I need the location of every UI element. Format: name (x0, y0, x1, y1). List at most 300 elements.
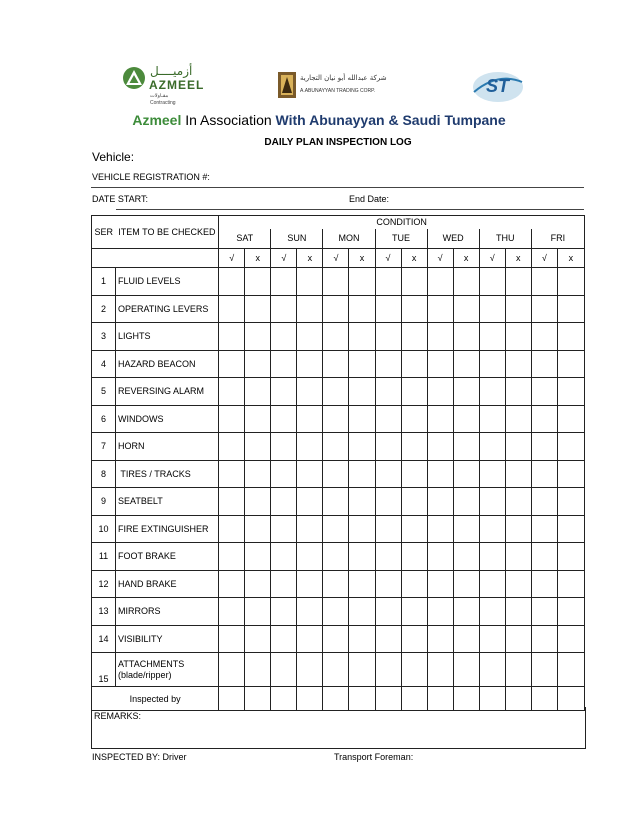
row-ser: 12 (92, 570, 116, 598)
item-header-spacer (116, 249, 219, 268)
check-cell[interactable] (479, 268, 505, 296)
azmeel-contracting-arabic: مقـاولات (150, 93, 169, 99)
check-cell[interactable] (375, 268, 401, 296)
check-cell[interactable] (219, 405, 245, 433)
table-row (92, 295, 585, 323)
remarks-label: REMARKS: (94, 711, 142, 721)
row-ser: 4 (92, 350, 116, 378)
check-cell[interactable] (271, 405, 297, 433)
check-cell[interactable] (531, 625, 557, 653)
check-cell[interactable] (219, 543, 245, 571)
check-cell[interactable] (297, 515, 323, 543)
transport-foreman-label: Transport Foreman: (334, 752, 414, 762)
check-cell[interactable] (453, 570, 479, 598)
day-header-tue: TUE (375, 229, 427, 249)
check-cell[interactable] (323, 350, 349, 378)
check-cell[interactable] (557, 653, 584, 687)
check-cell[interactable] (219, 515, 245, 543)
check-cell[interactable] (323, 295, 349, 323)
check-cell[interactable] (219, 488, 245, 516)
check-cell[interactable] (531, 433, 557, 461)
check-cell[interactable] (323, 460, 349, 488)
check-cell[interactable] (349, 488, 375, 516)
cross-mark-fri: x (557, 249, 584, 268)
check-cell[interactable] (245, 268, 271, 296)
date-start-label: DATE START: (92, 194, 149, 204)
check-cell[interactable] (219, 460, 245, 488)
check-cell[interactable] (531, 570, 557, 598)
check-cell[interactable] (505, 433, 531, 461)
check-cell[interactable] (401, 405, 427, 433)
check-cell[interactable] (297, 598, 323, 626)
check-cell[interactable] (219, 378, 245, 406)
check-cell[interactable] (479, 295, 505, 323)
row-item: FIRE EXTINGUISHER (116, 515, 219, 543)
check-cell[interactable] (479, 350, 505, 378)
check-cell[interactable] (531, 295, 557, 323)
check-cell[interactable] (219, 268, 245, 296)
row-item: FOOT BRAKE (116, 543, 219, 571)
check-cell[interactable] (479, 323, 505, 351)
day-header-sat: SAT (219, 229, 271, 249)
check-cell[interactable] (531, 515, 557, 543)
check-cell[interactable] (453, 598, 479, 626)
check-cell[interactable] (323, 323, 349, 351)
check-cell[interactable] (453, 350, 479, 378)
check-cell[interactable] (323, 268, 349, 296)
check-cell[interactable] (271, 460, 297, 488)
day-header-wed: WED (427, 229, 479, 249)
check-cell[interactable] (531, 488, 557, 516)
row-item: OPERATING LEVERS (116, 295, 219, 323)
check-cell[interactable] (505, 350, 531, 378)
check-cell[interactable] (349, 433, 375, 461)
check-cell[interactable] (505, 405, 531, 433)
check-cell[interactable] (349, 570, 375, 598)
check-cell[interactable] (271, 598, 297, 626)
check-cell[interactable] (479, 405, 505, 433)
check-cell[interactable] (453, 433, 479, 461)
check-cell[interactable] (453, 460, 479, 488)
check-cell[interactable] (531, 653, 557, 687)
check-cell[interactable] (271, 323, 297, 351)
check-cell[interactable] (219, 323, 245, 351)
check-cell[interactable] (323, 653, 349, 687)
item-header: ITEM TO BE CHECKED (116, 216, 219, 249)
check-mark-sat: √ (219, 249, 245, 268)
check-cell[interactable] (531, 460, 557, 488)
check-cell[interactable] (323, 433, 349, 461)
check-cell[interactable] (453, 625, 479, 653)
check-cell[interactable] (297, 405, 323, 433)
cross-mark-sat: x (245, 249, 271, 268)
check-cell[interactable] (427, 268, 453, 296)
check-cell[interactable] (349, 460, 375, 488)
abunayyan-arabic-name: شركة عبدالله أبو نيان التجارية (300, 74, 387, 82)
table-row (92, 653, 585, 687)
check-cell[interactable] (453, 268, 479, 296)
check-cell[interactable] (557, 488, 584, 516)
check-cell[interactable] (479, 460, 505, 488)
check-cell[interactable] (427, 350, 453, 378)
check-cell[interactable] (557, 543, 584, 571)
row-ser: 8 (92, 460, 116, 488)
row-ser: 7 (92, 433, 116, 461)
row-ser: 10 (92, 515, 116, 543)
check-cell[interactable] (349, 598, 375, 626)
check-mark-fri: √ (531, 249, 557, 268)
check-cell[interactable] (375, 405, 401, 433)
check-cell[interactable] (401, 653, 427, 687)
check-cell[interactable] (349, 515, 375, 543)
check-mark-tue: √ (375, 249, 401, 268)
azmeel-contracting: Contracting (150, 100, 176, 106)
check-cell[interactable] (479, 433, 505, 461)
check-cell[interactable] (297, 433, 323, 461)
table-row (92, 543, 585, 571)
check-cell[interactable] (427, 323, 453, 351)
vehicle-registration-label: VEHICLE REGISTRATION #: (92, 172, 210, 182)
check-cell[interactable] (297, 268, 323, 296)
table-row (92, 433, 585, 461)
check-cell[interactable] (375, 653, 401, 687)
heading-association: In Association (181, 112, 276, 128)
check-cell[interactable] (245, 323, 271, 351)
check-cell[interactable] (427, 378, 453, 406)
check-cell[interactable] (375, 625, 401, 653)
check-cell[interactable] (453, 405, 479, 433)
check-cell[interactable] (427, 570, 453, 598)
check-cell[interactable] (479, 570, 505, 598)
check-cell[interactable] (479, 625, 505, 653)
check-cell[interactable] (245, 515, 271, 543)
check-cell[interactable] (401, 570, 427, 598)
cross-mark-thu: x (505, 249, 531, 268)
check-cell[interactable] (427, 488, 453, 516)
saudi-tumpane-logo (472, 70, 524, 104)
table-row (92, 268, 585, 296)
check-cell[interactable] (505, 460, 531, 488)
day-header-fri: FRI (531, 229, 584, 249)
check-cell[interactable] (427, 405, 453, 433)
check-cell[interactable] (323, 405, 349, 433)
check-cell[interactable] (271, 653, 297, 687)
check-cell[interactable] (297, 460, 323, 488)
row-ser: 11 (92, 543, 116, 571)
check-cell[interactable] (505, 515, 531, 543)
check-cell[interactable] (505, 570, 531, 598)
row-ser: 9 (92, 488, 116, 516)
saudi-tumpane-mark: ST (486, 76, 510, 96)
row-item: LIGHTS (116, 323, 219, 351)
check-mark-wed: √ (427, 249, 453, 268)
check-cell[interactable] (531, 405, 557, 433)
check-cell[interactable] (271, 570, 297, 598)
check-cell[interactable] (557, 625, 584, 653)
heading-partners: With Abunayyan & Saudi Tumpane (275, 112, 506, 128)
check-cell[interactable] (297, 488, 323, 516)
check-cell[interactable] (245, 653, 271, 687)
check-cell[interactable] (349, 653, 375, 687)
check-cell[interactable] (557, 268, 584, 296)
registration-rule (91, 187, 584, 188)
check-cell[interactable] (401, 598, 427, 626)
check-cell[interactable] (531, 598, 557, 626)
check-cell[interactable] (557, 598, 584, 626)
check-cell[interactable] (245, 378, 271, 406)
check-cell[interactable] (479, 598, 505, 626)
check-cell[interactable] (453, 378, 479, 406)
check-cell[interactable] (401, 378, 427, 406)
row-item: FLUID LEVELS (116, 268, 219, 296)
check-cell[interactable] (219, 350, 245, 378)
check-cell[interactable] (479, 515, 505, 543)
row-item: REVERSING ALARM (116, 378, 219, 406)
check-cell[interactable] (557, 323, 584, 351)
check-cell[interactable] (375, 295, 401, 323)
day-header-mon: MON (323, 229, 375, 249)
check-cell[interactable] (297, 543, 323, 571)
check-cell[interactable] (453, 295, 479, 323)
check-cell[interactable] (375, 350, 401, 378)
check-cell[interactable] (271, 488, 297, 516)
check-cell[interactable] (375, 433, 401, 461)
check-cell[interactable] (505, 378, 531, 406)
check-cell[interactable] (505, 625, 531, 653)
check-cell[interactable] (401, 433, 427, 461)
check-cell[interactable] (349, 323, 375, 351)
cross-mark-wed: x (453, 249, 479, 268)
document-title: DAILY PLAN INSPECTION LOG (264, 137, 412, 148)
check-cell[interactable] (427, 653, 453, 687)
table-row (92, 378, 585, 406)
check-cell[interactable] (219, 295, 245, 323)
check-cell[interactable] (479, 543, 505, 571)
check-cell[interactable] (297, 350, 323, 378)
check-cell[interactable] (271, 295, 297, 323)
day-header-sun: SUN (271, 229, 323, 249)
row-ser: 1 (92, 268, 116, 296)
end-date-label: End Date: (349, 194, 390, 204)
check-cell[interactable] (323, 570, 349, 598)
check-cell[interactable] (557, 350, 584, 378)
check-cell[interactable] (531, 350, 557, 378)
check-cell[interactable] (349, 268, 375, 296)
check-cell[interactable] (531, 543, 557, 571)
table-row (92, 625, 585, 653)
abunayyan-name: A.ABUNAYYAN TRADING CORP. (300, 88, 376, 94)
row-item: HORN (116, 433, 219, 461)
check-cell[interactable] (505, 598, 531, 626)
check-cell[interactable] (557, 460, 584, 488)
check-cell[interactable] (557, 433, 584, 461)
check-cell[interactable] (245, 625, 271, 653)
check-cell[interactable] (219, 570, 245, 598)
check-cell[interactable] (505, 543, 531, 571)
check-cell[interactable] (375, 543, 401, 571)
check-cell[interactable] (427, 460, 453, 488)
check-cell[interactable] (557, 295, 584, 323)
check-cell[interactable] (271, 543, 297, 571)
check-cell[interactable] (349, 405, 375, 433)
check-cell[interactable] (297, 653, 323, 687)
check-cell[interactable] (427, 295, 453, 323)
check-cell[interactable] (245, 570, 271, 598)
check-cell[interactable] (505, 488, 531, 516)
check-cell[interactable] (453, 653, 479, 687)
check-cell[interactable] (505, 653, 531, 687)
check-cell[interactable] (453, 515, 479, 543)
row-ser: 5 (92, 378, 116, 406)
check-cell[interactable] (531, 378, 557, 406)
check-cell[interactable] (375, 323, 401, 351)
check-cell[interactable] (323, 378, 349, 406)
check-cell[interactable] (245, 598, 271, 626)
check-cell[interactable] (323, 598, 349, 626)
check-cell[interactable] (401, 295, 427, 323)
row-item: MIRRORS (116, 598, 219, 626)
azmeel-name: AZMEEL (149, 78, 205, 92)
remarks-box[interactable] (91, 707, 586, 749)
row-item: TIRES / TRACKS (116, 460, 219, 488)
cross-mark-sun: x (297, 249, 323, 268)
date-rule (116, 209, 584, 210)
heading-azmeel: Azmeel (132, 112, 182, 128)
check-cell[interactable] (531, 268, 557, 296)
ser-header: SER (92, 216, 116, 249)
vehicle-label: Vehicle: (92, 150, 135, 164)
row-ser: 14 (92, 625, 116, 653)
table-row (92, 488, 585, 516)
check-cell[interactable] (271, 433, 297, 461)
check-cell[interactable] (245, 543, 271, 571)
check-cell[interactable] (531, 323, 557, 351)
check-cell[interactable] (453, 488, 479, 516)
abunayyan-logo (278, 72, 388, 102)
check-cell[interactable] (297, 378, 323, 406)
check-cell[interactable] (427, 543, 453, 571)
check-cell[interactable] (401, 488, 427, 516)
inspection-table (91, 215, 585, 711)
check-cell[interactable] (271, 625, 297, 653)
table-row (92, 598, 585, 626)
row-item: VISIBILITY (116, 625, 219, 653)
check-cell[interactable] (349, 625, 375, 653)
check-cell[interactable] (219, 653, 245, 687)
check-cell[interactable] (245, 433, 271, 461)
check-cell[interactable] (349, 350, 375, 378)
table-row (92, 350, 585, 378)
check-cell[interactable] (297, 295, 323, 323)
azmeel-arabic-name: أزميــــل (150, 64, 193, 78)
row-ser: 6 (92, 405, 116, 433)
check-cell[interactable] (245, 488, 271, 516)
row-item: HAND BRAKE (116, 570, 219, 598)
check-cell[interactable] (349, 295, 375, 323)
check-cell[interactable] (479, 488, 505, 516)
check-cell[interactable] (375, 488, 401, 516)
inspected-by-driver-label: INSPECTED BY: Driver (92, 752, 187, 762)
table-row (92, 515, 585, 543)
table-row (92, 570, 585, 598)
check-cell[interactable] (375, 570, 401, 598)
check-cell[interactable] (401, 625, 427, 653)
row-item: SEATBELT (116, 488, 219, 516)
check-cell[interactable] (219, 433, 245, 461)
check-cell[interactable] (219, 625, 245, 653)
check-cell[interactable] (271, 378, 297, 406)
check-cell[interactable] (505, 268, 531, 296)
check-cell[interactable] (401, 323, 427, 351)
azmeel-emblem-icon (122, 66, 146, 90)
check-cell[interactable] (297, 323, 323, 351)
check-cell[interactable] (401, 460, 427, 488)
inspected-by-label: Inspected by (92, 687, 219, 711)
check-cell[interactable] (427, 515, 453, 543)
check-cell[interactable] (505, 323, 531, 351)
table-row (92, 323, 585, 351)
check-cell[interactable] (323, 488, 349, 516)
check-cell[interactable] (245, 405, 271, 433)
table-row (92, 460, 585, 488)
check-cell[interactable] (245, 460, 271, 488)
check-cell[interactable] (297, 570, 323, 598)
check-cell[interactable] (453, 323, 479, 351)
abunayyan-emblem-icon (278, 72, 296, 98)
check-cell[interactable] (245, 350, 271, 378)
check-cell[interactable] (323, 625, 349, 653)
check-cell[interactable] (505, 295, 531, 323)
check-cell[interactable] (401, 515, 427, 543)
check-cell[interactable] (557, 515, 584, 543)
check-cell[interactable] (245, 295, 271, 323)
check-cell[interactable] (479, 378, 505, 406)
check-cell[interactable] (219, 598, 245, 626)
table-row (92, 405, 585, 433)
check-cell[interactable] (557, 405, 584, 433)
check-cell[interactable] (375, 515, 401, 543)
check-cell[interactable] (375, 378, 401, 406)
check-cell[interactable] (427, 433, 453, 461)
row-ser: 15 (92, 653, 116, 687)
check-cell[interactable] (427, 625, 453, 653)
check-cell[interactable] (401, 350, 427, 378)
check-cell[interactable] (427, 598, 453, 626)
check-cell[interactable] (349, 543, 375, 571)
cross-mark-tue: x (401, 249, 427, 268)
check-cell[interactable] (323, 543, 349, 571)
check-cell[interactable] (375, 460, 401, 488)
check-cell[interactable] (401, 543, 427, 571)
check-cell[interactable] (271, 350, 297, 378)
check-cell[interactable] (375, 598, 401, 626)
check-cell[interactable] (323, 515, 349, 543)
check-cell[interactable] (401, 268, 427, 296)
check-cell[interactable] (453, 543, 479, 571)
check-cell[interactable] (479, 653, 505, 687)
check-cell[interactable] (297, 625, 323, 653)
check-cell[interactable] (349, 378, 375, 406)
row-item: WINDOWS (116, 405, 219, 433)
check-mark-mon: √ (323, 249, 349, 268)
check-cell[interactable] (271, 268, 297, 296)
condition-header: CONDITION (219, 216, 585, 229)
check-cell[interactable] (557, 378, 584, 406)
check-cell[interactable] (557, 570, 584, 598)
azmeel-logo (122, 60, 205, 110)
check-mark-thu: √ (479, 249, 505, 268)
check-cell[interactable] (271, 515, 297, 543)
